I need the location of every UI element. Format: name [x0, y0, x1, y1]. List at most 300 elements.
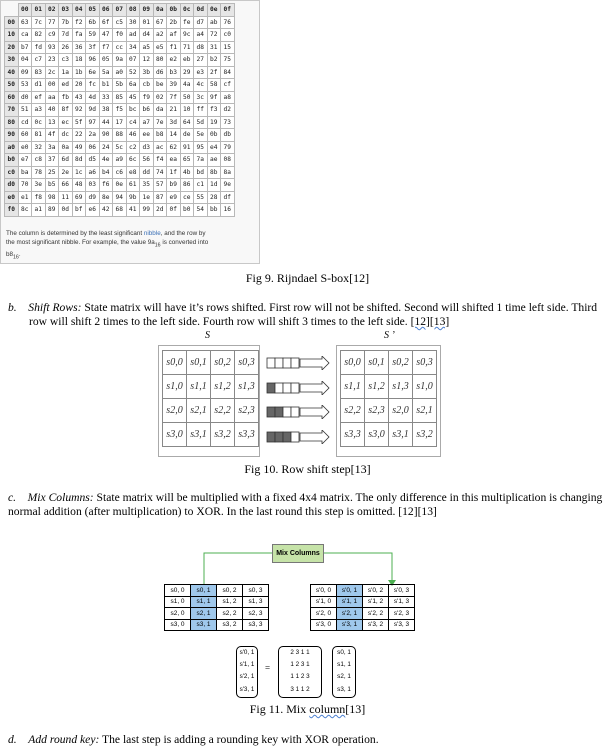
sbox-cell: a0 [113, 66, 127, 79]
nibble-link[interactable]: nibble [143, 230, 161, 237]
mix-state-output [310, 584, 415, 631]
sbox-cell: 91 [180, 141, 194, 154]
sbox-cell: e6 [86, 204, 100, 217]
shift-arrow-block [267, 407, 275, 417]
state-s-row [163, 375, 259, 399]
input-vector-entry: s0, 1 [337, 649, 351, 656]
sbox-cell: 17 [113, 116, 127, 129]
sbox-cell: ed [59, 79, 73, 92]
sbox-cell: 13 [45, 116, 59, 129]
shift-rows-text: State matrix will have it’s rows shifted. First row will not be shifted. Second will shifted 1 time left side. Third [81, 301, 598, 314]
sbox-cell: 19 [207, 116, 221, 129]
state-s-cell: s3,0 [163, 423, 187, 447]
sbox-cell: 30 [126, 16, 140, 29]
sbox-cell: 61 [126, 179, 140, 192]
sbox-cell: f0 [113, 29, 127, 42]
sbox-cell: 79 [221, 141, 235, 154]
shift-rows-title: Shift Rows: [28, 301, 82, 314]
mix-out-cell: s'0, 0 [311, 585, 337, 597]
mix-out-cell: s'0, 3 [389, 585, 415, 597]
sbox-cell: cb [140, 79, 154, 92]
sbox-cell: f5 [113, 104, 127, 117]
sbox-cell: 8e [99, 191, 113, 204]
sbox-cell: 6c [126, 154, 140, 167]
sbox-cell: 6a [126, 79, 140, 92]
sbox-row-header: 20 [5, 41, 19, 54]
mix-out-cell: s'3, 0 [311, 619, 337, 631]
shift-arrow-block [291, 383, 299, 393]
sbox-cell: 21 [167, 104, 181, 117]
mix-out-cell: s'1, 3 [389, 596, 415, 608]
sbox-cell: 9e [221, 179, 235, 192]
sbox-cell: 06 [86, 141, 100, 154]
input-vector [332, 647, 356, 696]
sbox-row-header: 60 [5, 91, 19, 104]
sbox-cell: c5 [113, 16, 127, 29]
mix-out-cell: s'0, 1 [337, 585, 363, 597]
sbox-cell: fb [59, 91, 73, 104]
sbox-cell: c3 [59, 54, 73, 67]
sbox-cell: 24 [99, 141, 113, 154]
shift-arrow-block [275, 407, 283, 417]
state-s-cell: s1,2 [211, 375, 235, 399]
mix-out-cell: s'2, 2 [363, 608, 389, 620]
sbox-cell: 3c [194, 91, 208, 104]
mix-columns-title: Mix Columns: [27, 491, 94, 504]
mix-out-row [311, 608, 415, 620]
sbox-cell: ca [18, 29, 32, 42]
sbox-note-text: . [18, 251, 21, 259]
sbox-cell: 7b [59, 16, 73, 29]
sbox-cell: ab [207, 16, 221, 29]
sbox-cell: 0e [113, 179, 127, 192]
sbox-row-header: 90 [5, 129, 19, 142]
output-vector-entry: s'2, 1 [239, 673, 255, 681]
output-vector-entry: s'0, 1 [239, 649, 255, 656]
sbox-cell: 87 [153, 191, 167, 204]
sbox-cell: 01 [140, 16, 154, 29]
sbox-cell: 65 [180, 154, 194, 167]
sbox-col-header: 02 [45, 4, 59, 17]
sbox-cell: 5c [113, 141, 127, 154]
sbox-cell: 39 [167, 79, 181, 92]
sbox-cell: 90 [99, 129, 113, 142]
sbox-cell: bd [194, 166, 208, 179]
sbox-row-header: 80 [5, 116, 19, 129]
sbox-note-text: is converted into [160, 239, 209, 246]
sbox-cell: 28 [207, 191, 221, 204]
sbox-cell: 37 [45, 154, 59, 167]
shift-arrow-head [300, 356, 329, 370]
sbox-cell: 2d [153, 204, 167, 217]
sbox-cell: 3a [45, 141, 59, 154]
sbox-col-header: 07 [113, 4, 127, 17]
shift-arrow-block [283, 383, 291, 393]
sbox-cell: ae [207, 154, 221, 167]
state-s-prime-cell: s1,0 [413, 375, 437, 399]
list-marker: c. [8, 491, 17, 504]
sbox-cell: 2f [207, 66, 221, 79]
mix-matrix [278, 647, 322, 696]
sbox-cell: 8d [72, 154, 86, 167]
sbox-cell: e1 [18, 191, 32, 204]
sbox-cell: f1 [167, 41, 181, 54]
sbox-row [5, 166, 235, 179]
sbox-cell: d0 [18, 91, 32, 104]
mix-in-cell: s2, 3 [243, 608, 269, 620]
sbox-note-text: the most significant nibble. For example, the value 9a [6, 239, 155, 246]
sbox-cell: 98 [45, 191, 59, 204]
sbox-cell: d2 [221, 104, 235, 117]
sbox-cell: 31 [207, 41, 221, 54]
sbox-cell: 3b [140, 66, 154, 79]
sbox-cell: 8b [207, 166, 221, 179]
sbox-cell: 77 [45, 16, 59, 29]
sbox-cell: 6f [99, 16, 113, 29]
sbox-cell: 50 [180, 91, 194, 104]
mix-out-cell: s'1, 2 [363, 596, 389, 608]
sbox-col-header: 03 [59, 4, 73, 17]
mix-in-cell: s2, 0 [165, 608, 191, 620]
sbox-cell: e3 [194, 66, 208, 79]
sbox-cell: 48 [72, 179, 86, 192]
sbox-cell: 4b [180, 166, 194, 179]
sbox-cell: 99 [140, 204, 154, 217]
sbox-col-header: 0b [167, 4, 181, 17]
sbox-cell: df [221, 191, 235, 204]
mix-in-row [165, 608, 269, 620]
sbox-cell: 51 [18, 104, 32, 117]
mix-in-cell: s1, 3 [243, 596, 269, 608]
sbox-cell: ce [180, 191, 194, 204]
sbox-cell: 97 [86, 116, 100, 129]
sbox-cell: fe [180, 16, 194, 29]
sbox-col-header: 00 [18, 4, 32, 17]
sbox-cell: 38 [99, 104, 113, 117]
sbox-cell: dd [140, 166, 154, 179]
sbox-col-header: 0d [194, 4, 208, 17]
mix-out-row [311, 596, 415, 608]
sbox-cell: 0a [59, 141, 73, 154]
mix-out-cell: s'1, 0 [311, 596, 337, 608]
sbox-header-row [5, 4, 235, 17]
mix-out-row [311, 619, 415, 631]
equals-sign: = [265, 663, 271, 673]
state-s-prime-row [341, 351, 437, 375]
sbox-cell: 7f [167, 91, 181, 104]
mix-columns-text: normal addition (after multiplication) to XOR. In the last round this step is omitted. [12][13] [8, 505, 437, 518]
sbox-cell: 4c [194, 79, 208, 92]
sbox-cell: 23 [45, 54, 59, 67]
sbox-cell: 15 [221, 41, 235, 54]
sbox-cell: 10 [180, 104, 194, 117]
sbox-cell: 66 [59, 179, 73, 192]
shift-arrow-block [275, 383, 283, 393]
state-s-prime-cell: s3,1 [389, 423, 413, 447]
sbox-note-text: b8 [6, 251, 14, 259]
sbox-col-header: 09 [140, 4, 154, 17]
sbox-cell: da [153, 104, 167, 117]
mix-in-cell: s3, 0 [165, 619, 191, 631]
sbox-cell: 47 [99, 29, 113, 42]
sbox-cell: 63 [18, 16, 32, 29]
sbox-cell: b2 [207, 54, 221, 67]
sbox-cell: 9a [113, 54, 127, 67]
sbox-cell: 03 [86, 179, 100, 192]
sbox-col-header: 0c [180, 4, 194, 17]
sbox-cell: 76 [221, 16, 235, 29]
sbox-table [4, 3, 235, 217]
sbox-cell: bc [126, 104, 140, 117]
mix-in-row [165, 619, 269, 631]
sbox-cell: 69 [72, 191, 86, 204]
state-s-cell: s0,3 [235, 351, 259, 375]
sbox-cell: 1c [72, 166, 86, 179]
mix-in-cell: s3, 3 [243, 619, 269, 631]
sbox-cell: 3f [86, 41, 100, 54]
sbox-cell: d6 [153, 66, 167, 79]
sbox-cell: 26 [59, 41, 73, 54]
sbox-row [5, 141, 235, 154]
mix-out-cell: s'1, 1 [337, 596, 363, 608]
sbox-cell: 70 [18, 179, 32, 192]
state-s-prime-cell: s2,0 [389, 399, 413, 423]
sbox-cell: 2c [45, 66, 59, 79]
sbox-cell: e2 [167, 54, 181, 67]
sbox-cell: ea [167, 154, 181, 167]
state-s-prime-cell: s2,3 [365, 399, 389, 423]
sbox-col-header: 06 [99, 4, 113, 17]
state-s-cell: s1,3 [235, 375, 259, 399]
mix-out-cell: s'3, 3 [389, 619, 415, 631]
sbox-row-header: d0 [5, 179, 19, 192]
sbox-cell: ad [126, 29, 140, 42]
shift-arrow-block [267, 432, 275, 442]
sbox-cell: be [153, 79, 167, 92]
list-marker: b. [8, 301, 17, 314]
sbox-cell: b0 [180, 204, 194, 217]
sbox-cell: 4f [45, 129, 59, 142]
shift-arrow-block [267, 383, 275, 393]
list-marker: d. [8, 733, 17, 746]
sbox-cell: 86 [180, 179, 194, 192]
shift-arrow-head [300, 430, 329, 444]
input-vector-entry: s1, 1 [337, 661, 351, 669]
shift-arrow-block [283, 432, 291, 442]
sbox-cell: 00 [45, 79, 59, 92]
sbox-row [5, 179, 235, 192]
state-s-prime-cell: s1,3 [389, 375, 413, 399]
mix-matrix-row: 2 3 1 1 [290, 649, 310, 656]
sbox-cell: e5 [153, 41, 167, 54]
sbox-cell: 9f [207, 91, 221, 104]
sbox-row [5, 91, 235, 104]
sbox-cell: 1d [207, 179, 221, 192]
sbox-cell: ec [59, 116, 73, 129]
sbox-cell: 74 [153, 166, 167, 179]
sbox-cell: cd [18, 116, 32, 129]
sbox-cell: b8 [153, 129, 167, 142]
sbox-cell: 2a [86, 129, 100, 142]
sbox-cell: 85 [113, 91, 127, 104]
mix-matrix-row: 1 1 2 3 [290, 673, 310, 681]
shift-arrow-block [283, 407, 291, 417]
sbox-cell: ba [18, 166, 32, 179]
sbox-col-header: 08 [126, 4, 140, 17]
sbox-corner [5, 4, 19, 17]
sbox-cell: f9 [140, 91, 154, 104]
state-s-prime-row [341, 423, 437, 447]
sbox-cell: 5b [113, 79, 127, 92]
state-s-prime-cell: s2,2 [341, 399, 365, 423]
sbox-cell: d8 [194, 41, 208, 54]
sbox-cell: 4a [180, 79, 194, 92]
sbox-cell: 53 [18, 79, 32, 92]
sbox-row [5, 129, 235, 142]
sbox-row [5, 191, 235, 204]
sbox-cell: 72 [207, 29, 221, 42]
sbox-cell: 05 [99, 54, 113, 67]
sbox-cell: d7 [194, 16, 208, 29]
sbox-cell: 41 [126, 204, 140, 217]
sbox-cell: 36 [72, 41, 86, 54]
mix-in-row [165, 596, 269, 608]
sbox-col-header: 04 [72, 4, 86, 17]
mix-in-cell: s1, 1 [191, 596, 217, 608]
sbox-row-header: 40 [5, 66, 19, 79]
sbox-cell: 11 [59, 191, 73, 204]
state-s-prime-cell: s0,0 [341, 351, 365, 375]
sbox-cell: 5f [72, 116, 86, 129]
sbox-cell: a9 [113, 154, 127, 167]
sbox-cell: b9 [167, 179, 181, 192]
sbox-cell: c7 [32, 54, 46, 67]
output-vector [236, 647, 258, 696]
state-s-row [163, 423, 259, 447]
sbox-cell: 1a [59, 66, 73, 79]
sbox-cell: 25 [45, 166, 59, 179]
add-round-key-text: The last step is adding a rounding key with XOR operation. [99, 733, 379, 746]
sbox-cell: 27 [194, 54, 208, 67]
sbox-cell: 42 [99, 204, 113, 217]
shift-rows-paragraph [8, 301, 608, 329]
sbox-cell: 52 [126, 66, 140, 79]
sbox-cell: 75 [221, 54, 235, 67]
add-round-key-paragraph [8, 733, 608, 747]
sbox-cell: 55 [194, 191, 208, 204]
state-label-s: S [205, 330, 210, 341]
sbox-col-header: 01 [32, 4, 46, 17]
sbox-cell: 93 [45, 41, 59, 54]
sbox-cell: d4 [140, 29, 154, 42]
state-matrix-s-prime [340, 350, 437, 447]
mix-out-cell: s'2, 3 [389, 608, 415, 620]
sbox-cell: a6 [86, 166, 100, 179]
sbox-cell: 94 [113, 191, 127, 204]
sbox-cell: 18 [72, 54, 86, 67]
sbox-cell: e7 [18, 154, 32, 167]
sbox-cell: 04 [18, 54, 32, 67]
state-s-cell: s2,3 [235, 399, 259, 423]
sbox-cell: 20 [72, 79, 86, 92]
sbox-cell: cf [221, 79, 235, 92]
sbox-cell: a1 [32, 204, 46, 217]
mix-out-cell: s'3, 1 [337, 619, 363, 631]
state-s-cell: s2,0 [163, 399, 187, 423]
sbox-cell: 0b [207, 129, 221, 142]
shift-arrow-3 [266, 430, 330, 444]
sbox-cell: 16 [221, 204, 235, 217]
sbox-cell: bf [72, 204, 86, 217]
state-s-cell: s1,0 [163, 375, 187, 399]
shift-arrow-block [267, 358, 275, 368]
sbox-cell: 34 [126, 41, 140, 54]
sbox-cell: fc [86, 79, 100, 92]
shift-arrow-0 [266, 356, 330, 370]
state-matrix-s [162, 350, 259, 447]
sbox-cell: a2 [153, 29, 167, 42]
sbox-cell: e8 [126, 166, 140, 179]
state-s-cell: s3,3 [235, 423, 259, 447]
sbox-cell: c8 [32, 154, 46, 167]
mix-in-row [165, 585, 269, 597]
sbox-cell: d3 [140, 141, 154, 154]
sbox-cell: db [221, 129, 235, 142]
sbox-row [5, 79, 235, 92]
state-s-cell: s2,1 [187, 399, 211, 423]
citation: [12][13] [410, 315, 450, 328]
sbox-cell: d5 [86, 154, 100, 167]
sbox-cell: 9d [86, 104, 100, 117]
sbox-cell: f6 [99, 179, 113, 192]
sbox-cell: 7c [32, 16, 46, 29]
sbox-row-header: c0 [5, 166, 19, 179]
output-vector-entry: s'3, 1 [239, 685, 255, 693]
sbox-cell: d1 [32, 79, 46, 92]
sbox-row-header: 70 [5, 104, 19, 117]
sbox-cell: c6 [113, 166, 127, 179]
sbox-cell: 71 [180, 41, 194, 54]
sbox-cell: b6 [140, 104, 154, 117]
sbox-cell: 60 [18, 129, 32, 142]
state-s-prime-cell: s1,2 [365, 375, 389, 399]
sbox-row [5, 116, 235, 129]
output-vector-entry: s'1, 1 [239, 661, 255, 669]
sbox-row-header: 10 [5, 29, 19, 42]
state-s-prime-cell: s0,2 [389, 351, 413, 375]
sbox-cell: cc [113, 41, 127, 54]
sbox-cell: e4 [207, 141, 221, 154]
state-matrix-s-frame [158, 345, 260, 457]
sbox-cell: 0d [59, 204, 73, 217]
mix-columns-paragraph [8, 491, 613, 519]
sbox-cell: a5 [140, 41, 154, 54]
sbox-cell: 88 [113, 129, 127, 142]
sbox-cell: 80 [153, 54, 167, 67]
mix-columns-text: State matrix will be multiplied with a fixed 4x4 matrix. The only difference in this multiplication is changing [93, 491, 603, 504]
sbox-cell: e0 [18, 141, 32, 154]
sbox-cell: 44 [99, 116, 113, 129]
sbox-cell: 68 [113, 204, 127, 217]
shift-arrow-block [275, 358, 283, 368]
mix-in-cell: s1, 2 [217, 596, 243, 608]
sbox-cell: 81 [32, 129, 46, 142]
sbox-cell: 6b [86, 16, 100, 29]
sbox-cell: e9 [167, 191, 181, 204]
sbox-cell: 67 [153, 16, 167, 29]
sbox-cell: 5a [99, 66, 113, 79]
sbox-cell: 46 [126, 129, 140, 142]
